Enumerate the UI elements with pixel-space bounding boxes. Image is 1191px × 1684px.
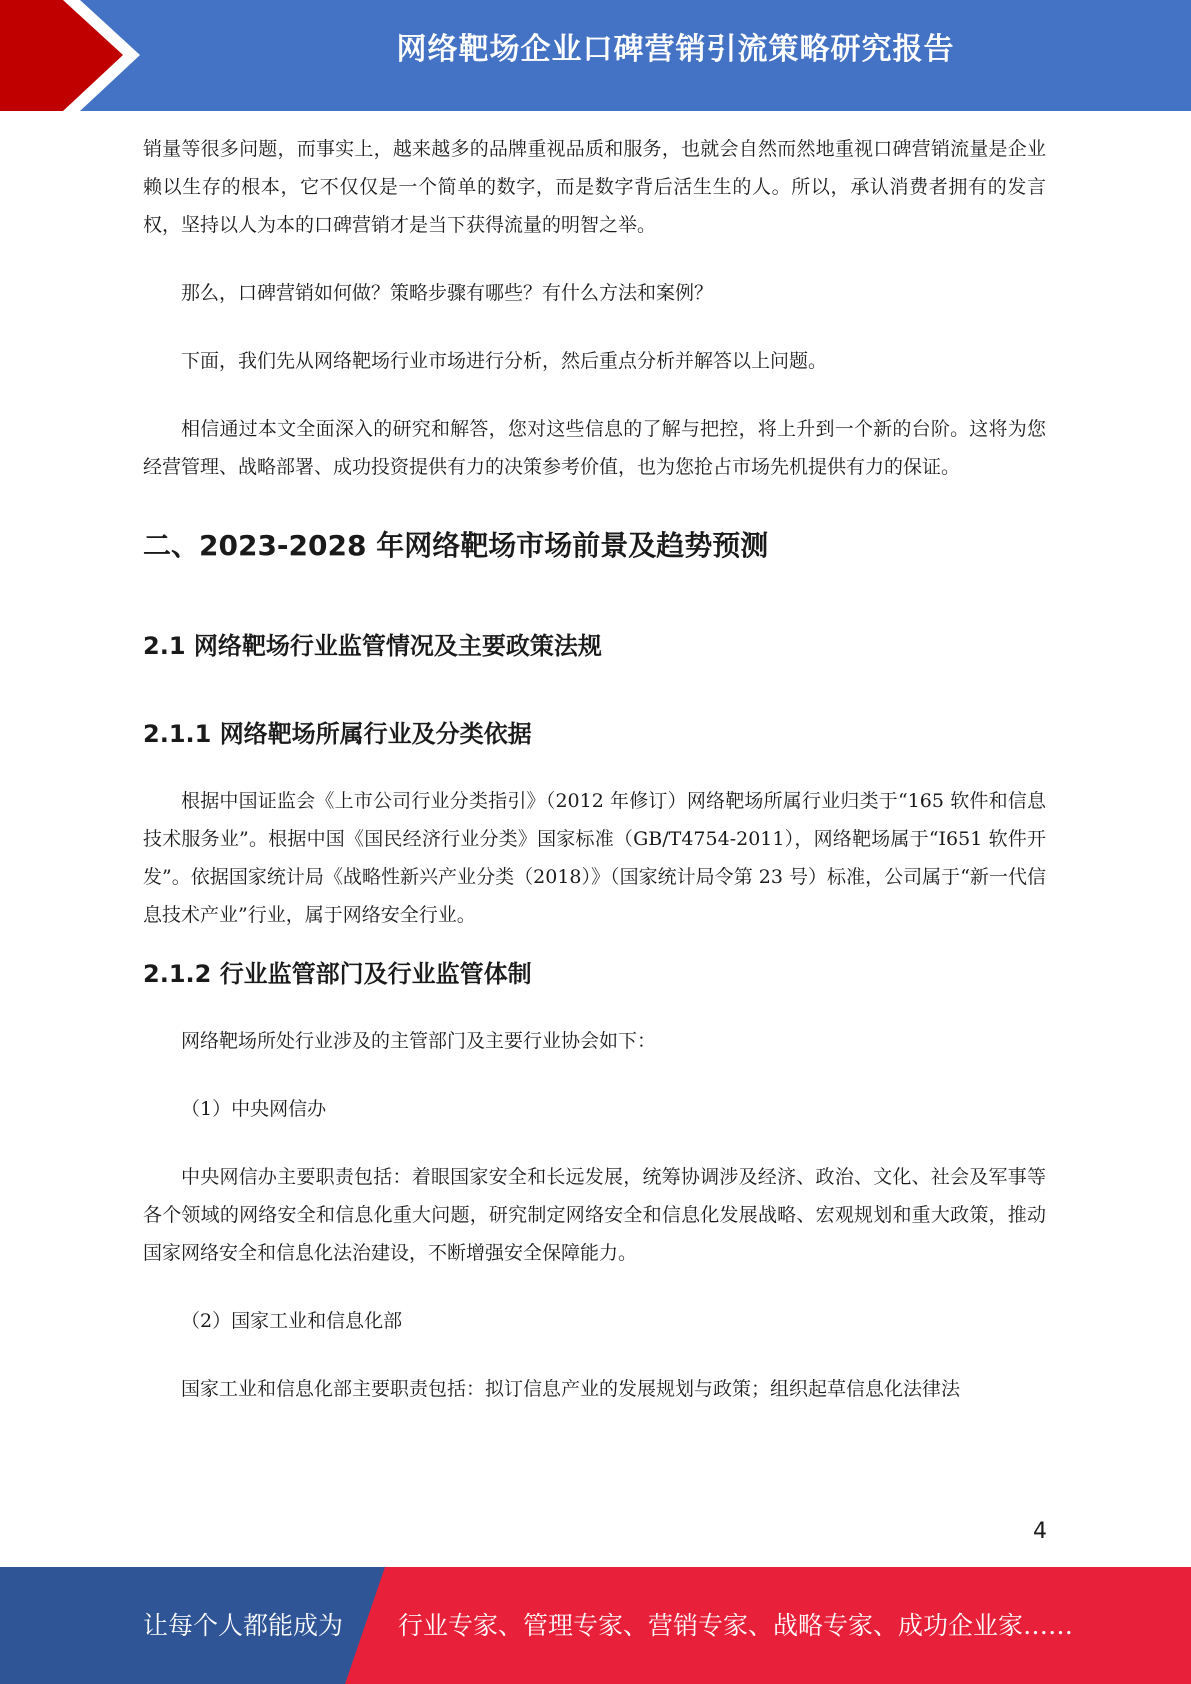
footer-slogan-left: 让每个人都能成为: [143, 1611, 344, 1640]
footer-slogan-right: 行业专家、管理专家、营销专家、战略专家、成功企业家……: [398, 1611, 1074, 1640]
page-header: [0, 0, 1191, 111]
subsection-heading-2-1: 2.1 网络靶场行业监管情况及主要政策法规: [143, 632, 602, 660]
intro-paragraph: 销量等很多问题，而事实上，越来越多的品牌重视品质和服务，也就会自然而然地重视口碑营销流量是企业赖以生存的根本，它不仅仅是一个简单的数字，而是数字背后活生生的人。所以，承认消费者拥有的发言权，坚持以人为本的口碑营销才是当下获得流量的明智之举。: [143, 138, 1046, 236]
authorities-intro-paragraph: 网络靶场所处行业涉及的主管部门及主要行业协会如下：: [181, 1030, 657, 1052]
section-heading: 二、2023-2028 年网络靶场市场前景及趋势预测: [143, 529, 769, 562]
report-title: 网络靶场企业口碑营销引流策略研究报告: [396, 32, 955, 67]
page-footer: [0, 1567, 1191, 1684]
header-arrow-decoration: [0, 0, 160, 111]
belief-paragraph: 相信通过本文全面深入的研究和解答，您对这些信息的了解与把控，将上升到一个新的台阶。这将为您经营管理、战略部署、成功投资提供有力的决策参考价值，也为您抢占市场先机提供有力的保证。: [143, 418, 1046, 478]
classification-paragraph: 根据中国证监会《上市公司行业分类指引》（2012 年修订）网络靶场所属行业归类于“165 软件和信息技术服务业”。根据中国《国民经济行业分类》国家标准（GB/T4754-2011），网络靶场属于“I651 软件开发”。依据国家统计局《战略性新兴产业分类（2018）》（国家统计局令第 23 号）标准，公司属于“新一代信息技术产业”行业，属于网络安全行业。: [143, 790, 1046, 926]
item-2-paragraph: 国家工业和信息化部主要职责包括：拟订信息产业的发展规划与政策；组织起草信息化法律法: [181, 1378, 961, 1400]
item-1-paragraph: 中央网信办主要职责包括：着眼国家安全和长远发展，统筹协调涉及经济、政治、文化、社会及军事等各个领域的网络安全和信息化重大问题，研究制定网络安全和信息化发展战略、宏观规划和重大政策，推动国家网络安全和信息化法治建设，不断增强安全保障能力。: [143, 1166, 1046, 1264]
subsection-heading-2-1-2: 2.1.2 行业监管部门及行业监管体制: [143, 960, 532, 988]
item-1-label: （1）中央网信办: [181, 1098, 327, 1120]
plan-paragraph: 下面，我们先从网络靶场行业市场进行分析，然后重点分析并解答以上问题。: [181, 350, 828, 372]
subsection-heading-2-1-1: 2.1.1 网络靶场所属行业及分类依据: [143, 720, 532, 748]
document-body: [143, 130, 1046, 1408]
page-number: 4: [1033, 1519, 1047, 1544]
item-2-label: （2）国家工业和信息化部: [181, 1310, 403, 1332]
question-paragraph: 那么，口碑营销如何做？策略步骤有哪些？有什么方法和案例？: [181, 282, 714, 304]
